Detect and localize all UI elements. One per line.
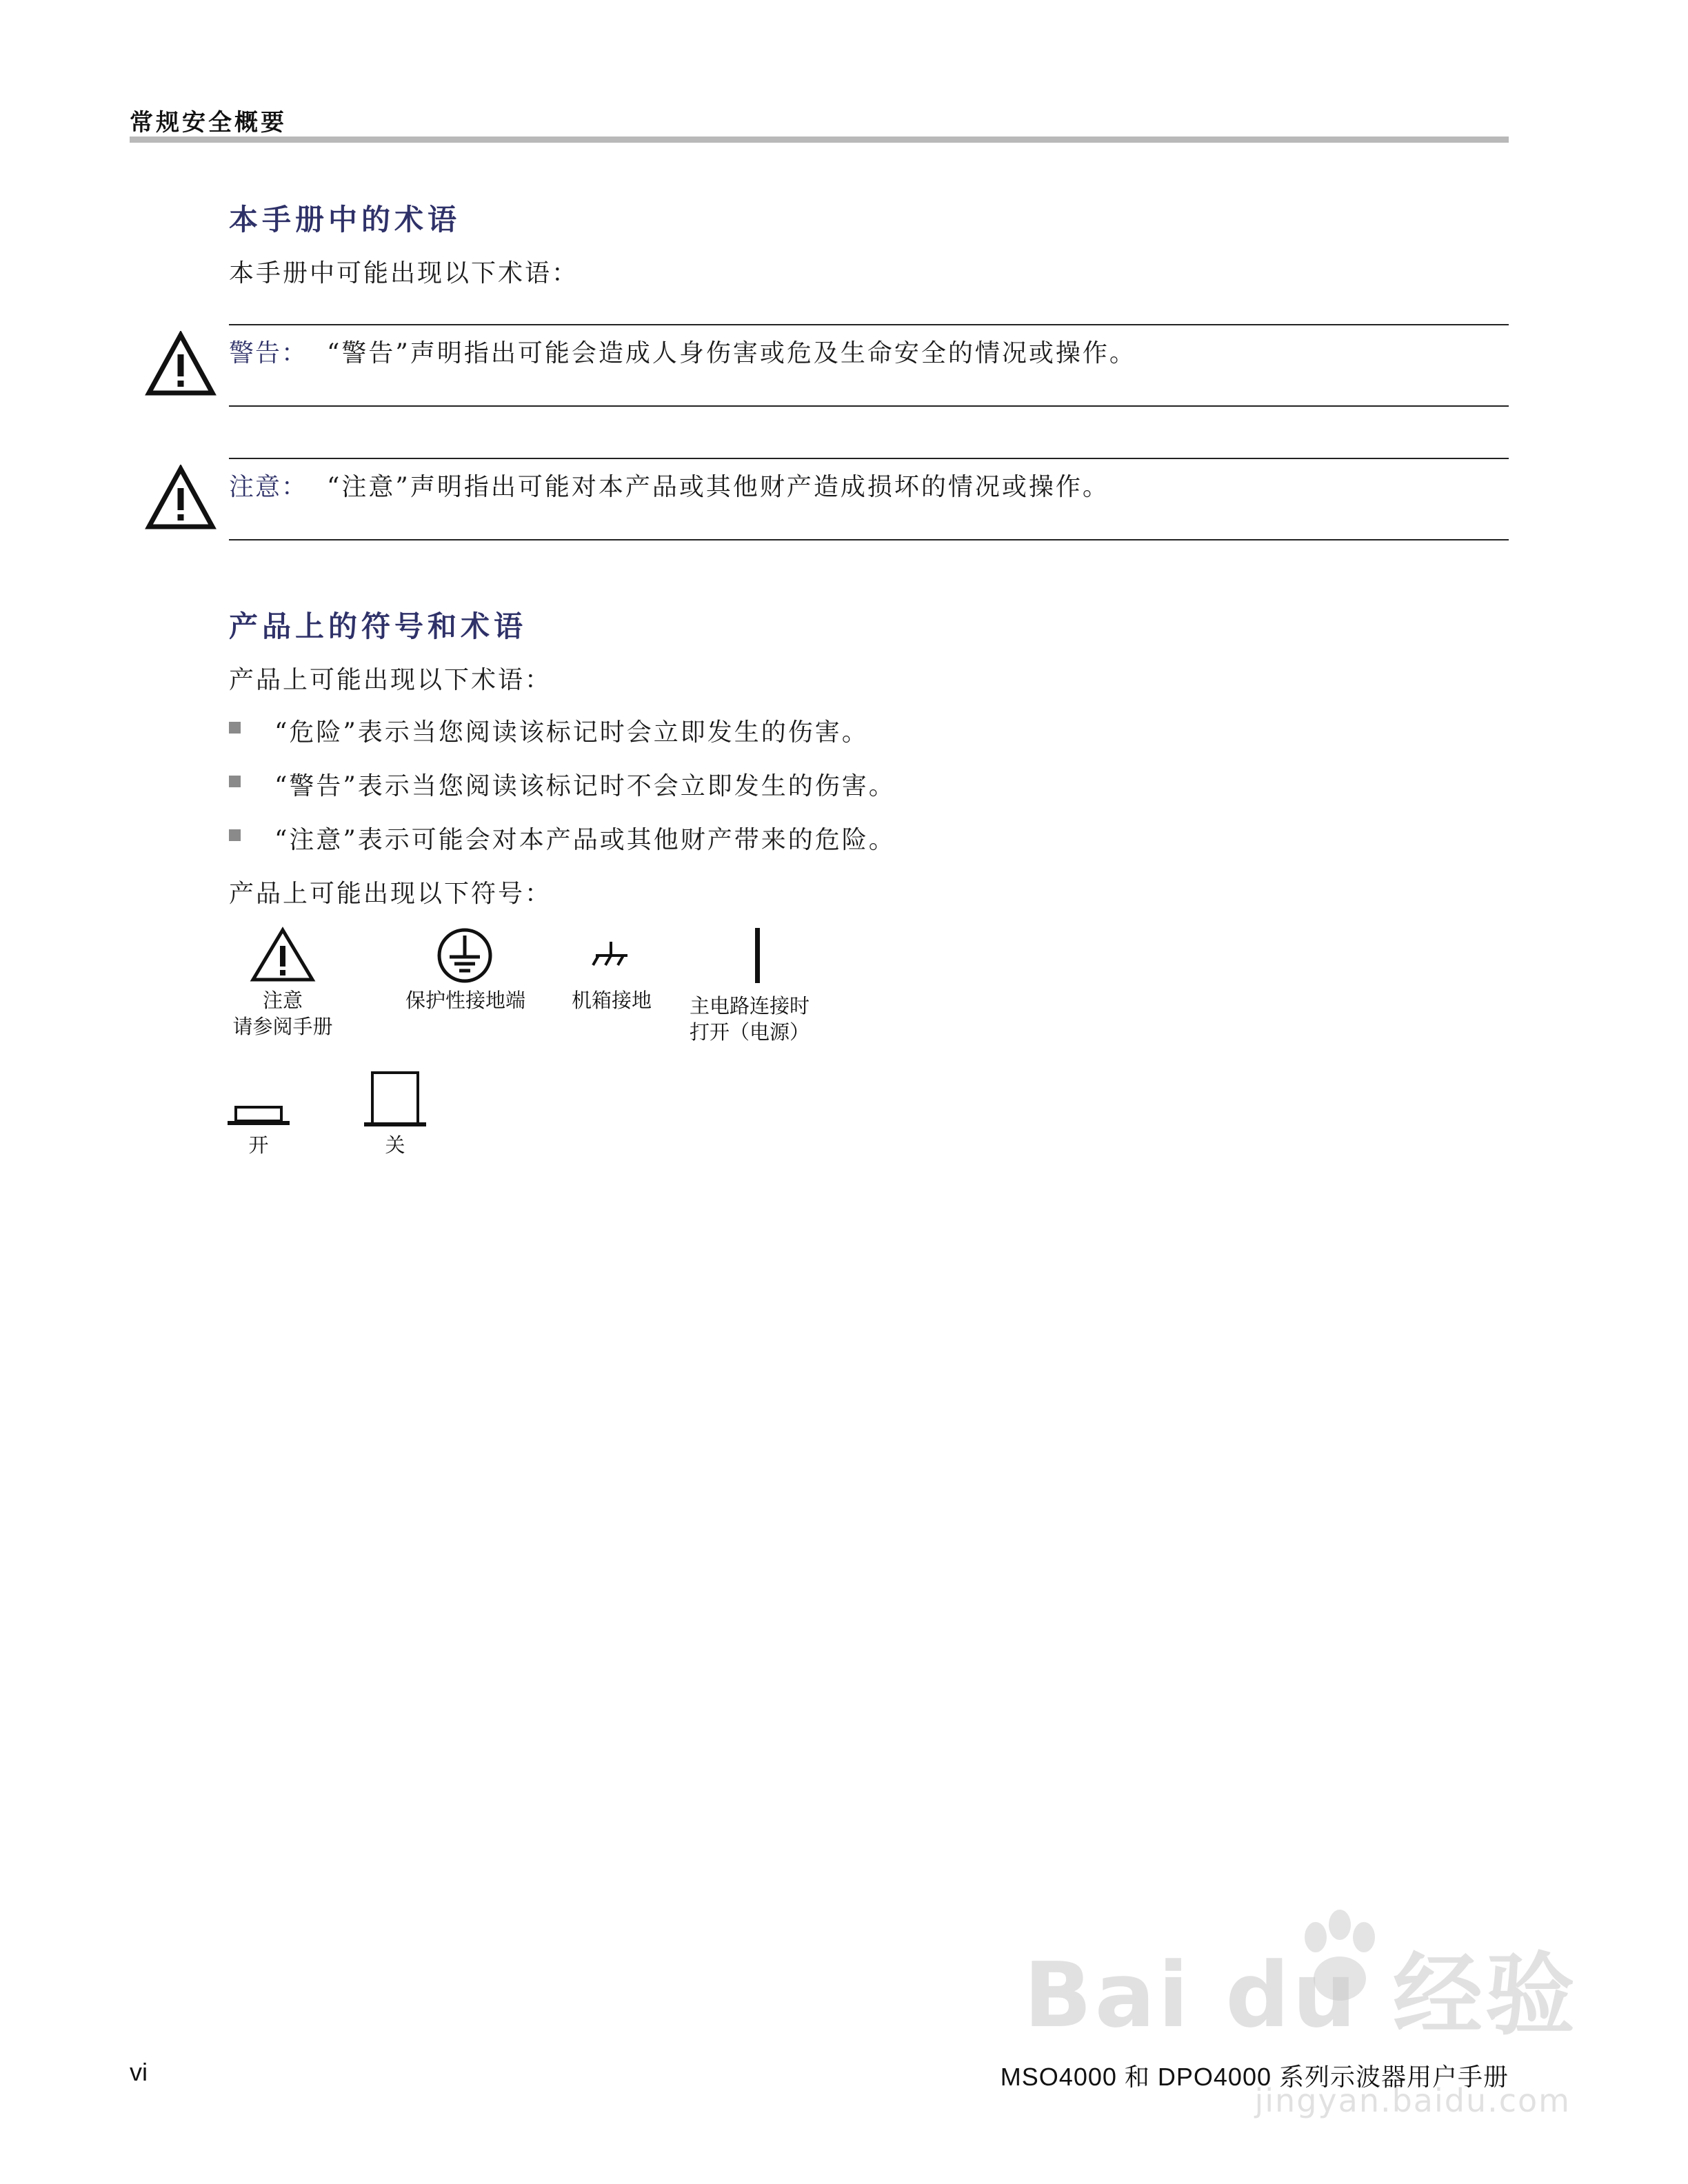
page-number: vi — [130, 2058, 148, 2086]
chassis-ground-icon — [590, 939, 632, 972]
warning-label: 警告： — [229, 339, 308, 367]
section-heading-manual-terms: 本手册中的术语 — [229, 203, 461, 236]
bullet-icon — [229, 776, 241, 787]
caution-triangle-icon — [250, 927, 316, 986]
symbol-label-line: 保护性接地端 — [405, 989, 525, 1012]
caution-bottom-rule — [229, 539, 1509, 540]
symbol-label-on — [231, 1132, 286, 1158]
symbol-label-line: 打开（电源） — [690, 1020, 810, 1044]
warning-text: “警告”声明指出可能会造成人身伤害或危及生命安全的情况或操作。 — [327, 339, 1136, 367]
symbol-label-line: 开 — [248, 1133, 269, 1157]
symbol-label-line: 注意 — [262, 989, 303, 1012]
caution-triangle-icon — [145, 465, 217, 534]
bullet-text: “危险”表示当您阅读该标记时会立即发生的伤害。 — [274, 718, 869, 747]
symbol-label-line: 机箱接地 — [571, 989, 652, 1012]
symbol-label-line: 主电路连接时 — [690, 994, 810, 1018]
caution-notice — [229, 467, 1109, 503]
caution-text: “注意”声明指出可能对本产品或其他财产造成损坏的情况或操作。 — [327, 473, 1109, 501]
bullet-text: “警告”表示当您阅读该标记时不会立即发生的伤害。 — [274, 772, 896, 800]
bullet-text: “注意”表示可能会对本产品或其他财产带来的危险。 — [274, 826, 896, 854]
symbol-label-caution — [228, 987, 338, 1040]
symbol-label-mains-on — [690, 993, 841, 1045]
warning-triangle-icon — [145, 331, 217, 400]
symbol-label-off — [368, 1132, 423, 1158]
watermark-subtext: jingyan.baidu.com — [1254, 2082, 1571, 2119]
product-terms-intro: 产品上可能出现以下术语： — [229, 666, 552, 694]
symbols-intro: 产品上可能出现以下符号： — [229, 880, 552, 908]
standby-on-icon — [228, 1100, 290, 1131]
warning-top-rule — [229, 324, 1509, 325]
watermark-text: Bai du 经验 — [1023, 1943, 1578, 2048]
manual-terms-intro: 本手册中可能出现以下术语： — [229, 259, 579, 287]
protective-ground-icon — [436, 927, 494, 987]
standby-off-icon — [364, 1069, 426, 1131]
warning-bottom-rule — [229, 405, 1509, 407]
warning-notice — [229, 334, 1136, 369]
symbol-label-protective-ground — [393, 987, 538, 1013]
footer-doc-title: MSO4000 和 DPO4000 系列示波器用户手册 — [1000, 2063, 1509, 2091]
bullet-icon — [229, 829, 241, 841]
caution-label: 注意： — [229, 473, 308, 501]
caution-top-rule — [229, 458, 1509, 459]
mains-on-icon — [753, 927, 763, 987]
page-header-title: 常规安全概要 — [130, 109, 287, 136]
bullet-icon — [229, 722, 241, 734]
symbol-label-line: 请参阅手册 — [232, 1015, 333, 1038]
symbol-label-chassis-ground — [560, 987, 663, 1013]
section-heading-product-terms: 产品上的符号和术语 — [229, 609, 528, 643]
header-divider — [130, 136, 1509, 143]
symbol-label-line: 关 — [385, 1133, 405, 1157]
